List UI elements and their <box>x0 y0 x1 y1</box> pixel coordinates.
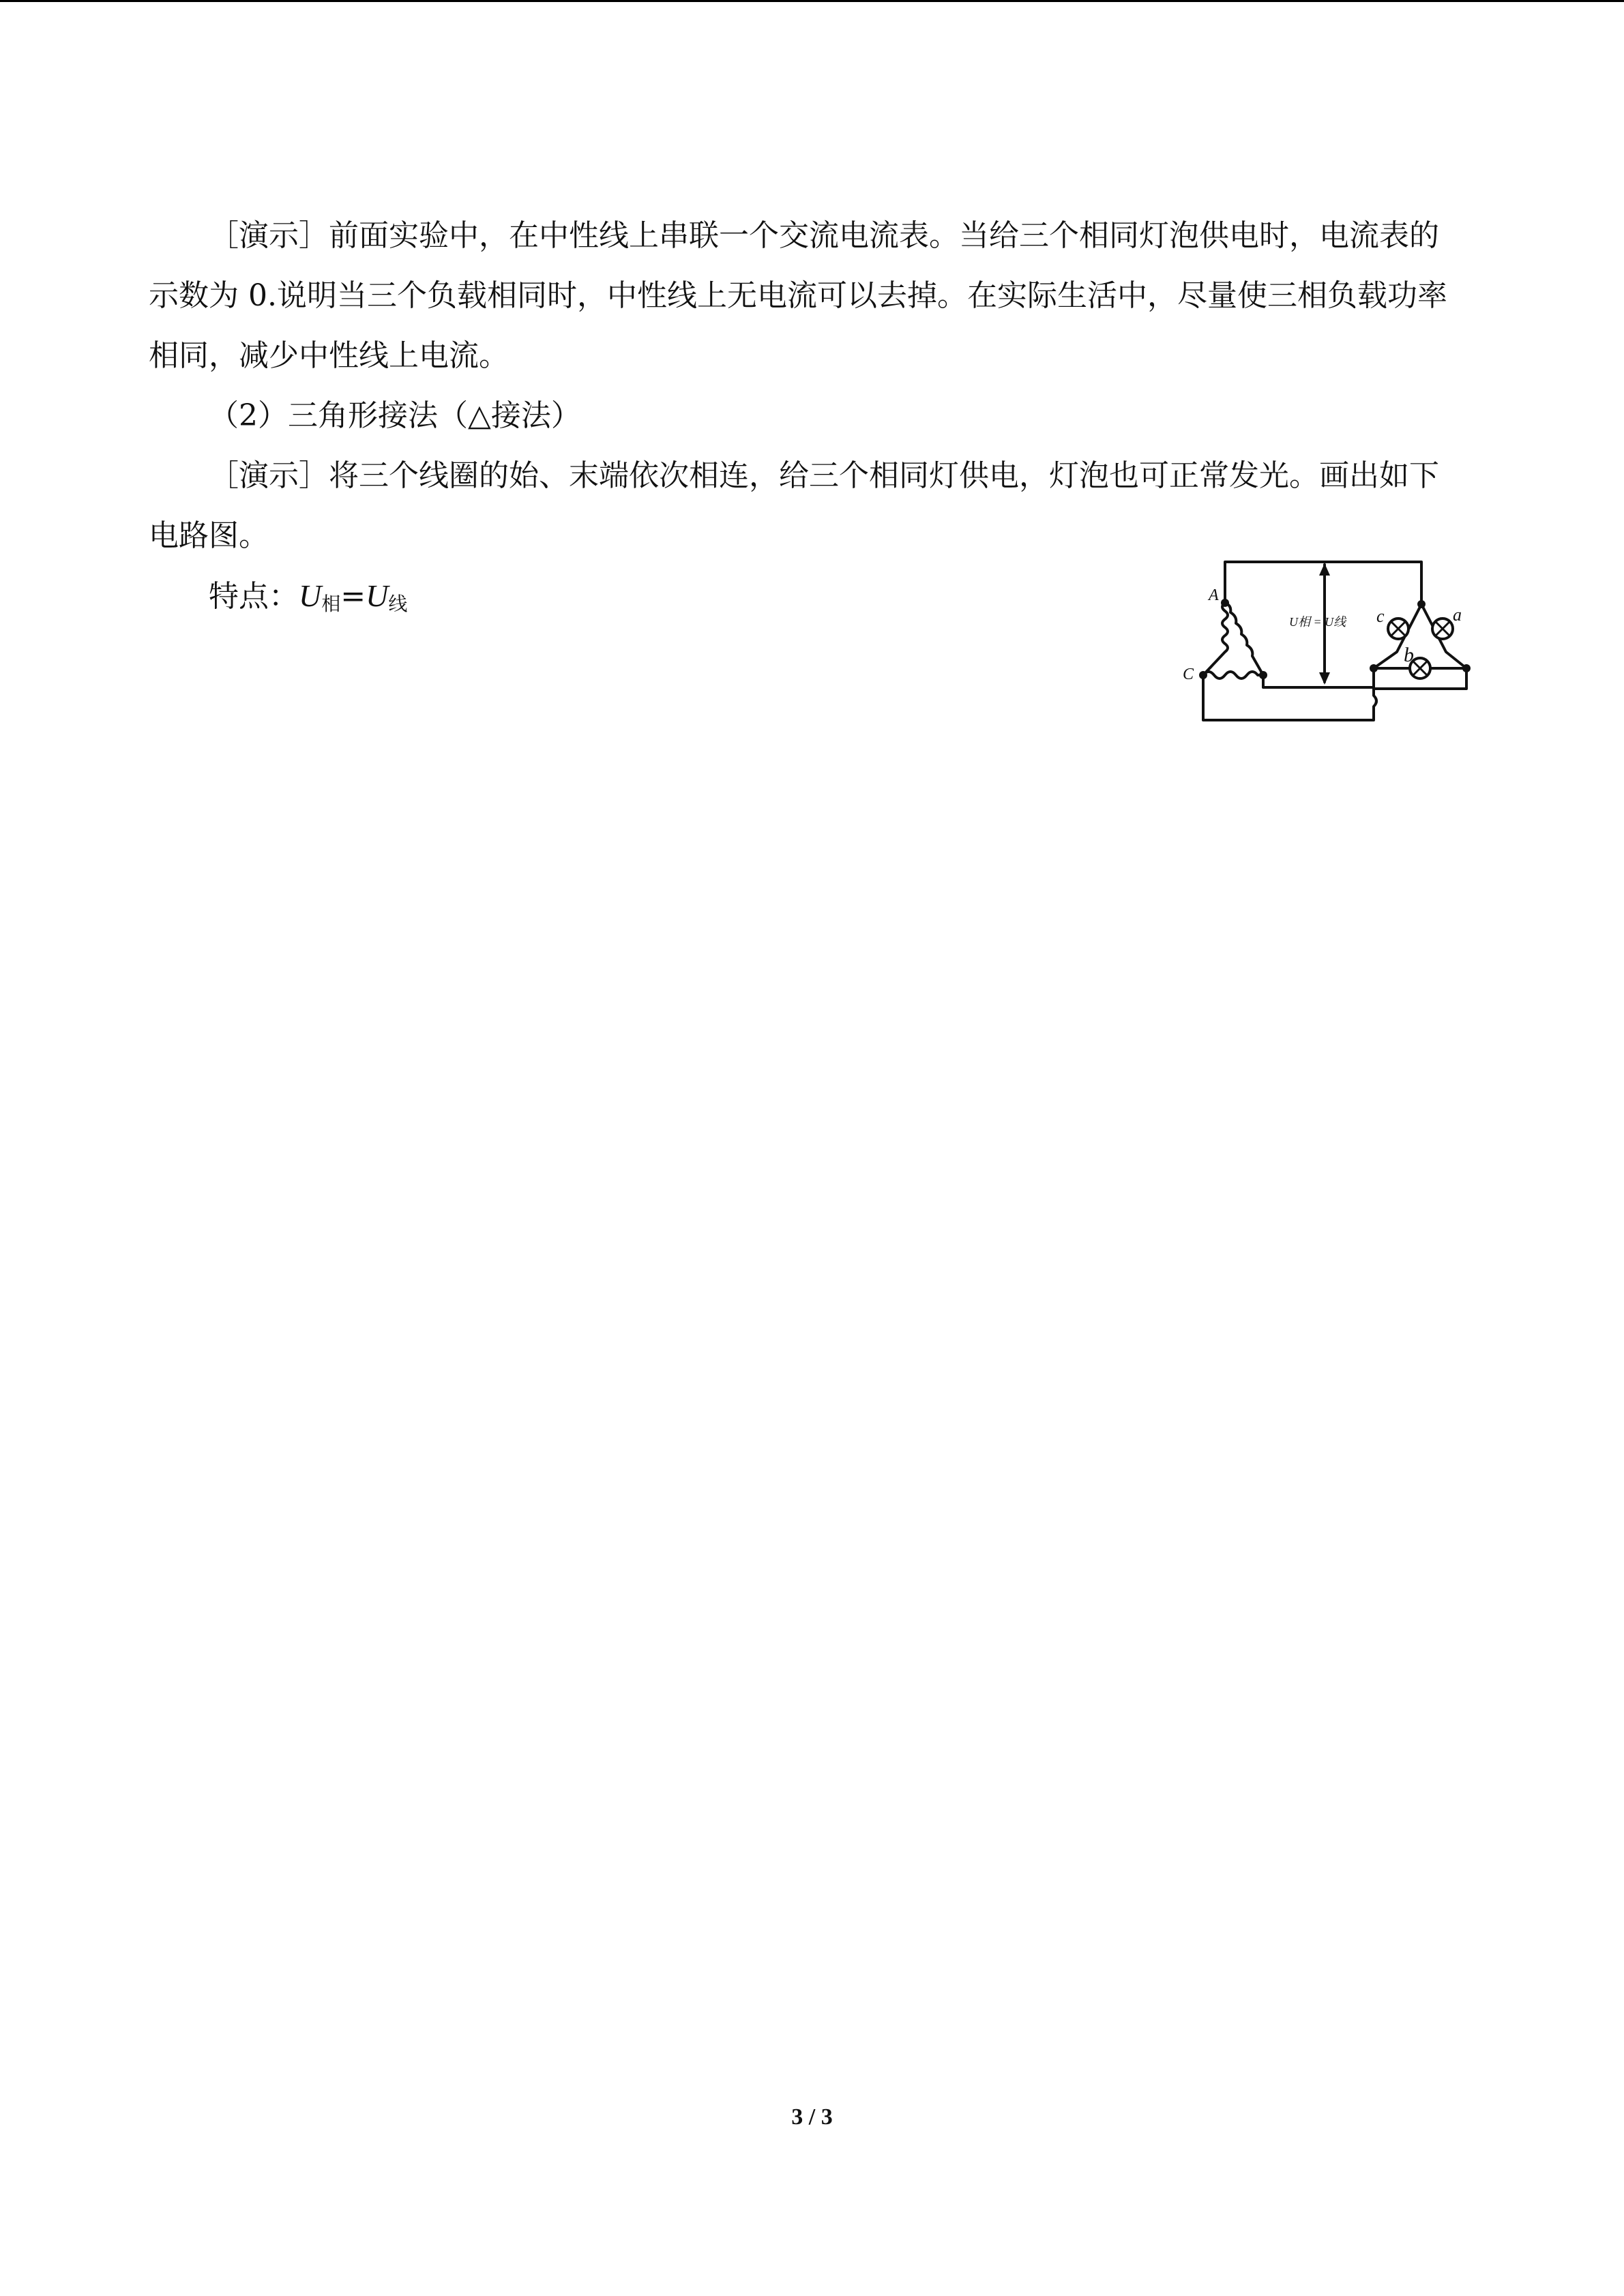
node-dot-load-top <box>1417 600 1426 608</box>
equals-sign: = <box>340 579 366 614</box>
node-dot-A <box>1221 599 1229 607</box>
voltage-label: U相 = U线 <box>1289 615 1346 629</box>
feature-label: 特点： <box>209 579 299 614</box>
paragraph-demo-neutral: ［演示］前面实验中，在中性线上串联一个交流电流表。当给三个相同灯泡供电时，电流表的示数为 0.说明当三个负载相同时，中性线上无电流可以去掉。在实际生活中，尽量使三相负载功率相同，减少中性线上电流。 <box>149 218 1447 373</box>
top-border-line <box>0 0 1624 2</box>
line-voltage-symbol: U <box>366 578 389 613</box>
node-dot-B <box>1259 671 1267 679</box>
load-label-b: b <box>1404 644 1414 666</box>
paragraph-demo-delta: ［演示］将三个线圈的始、末端依次相连，给三个相同灯供电，灯泡也可正常发光。画出如下电路图。 <box>149 458 1439 553</box>
load-label-c: c <box>1376 606 1385 626</box>
voltage-arrow-head-top <box>1319 563 1330 576</box>
line-subscript: 线 <box>388 593 408 615</box>
delta-circuit-diagram <box>1166 552 1480 730</box>
phase-voltage-symbol: U <box>299 578 322 613</box>
feature-formula <box>209 566 823 634</box>
line-wire-bottom <box>1203 675 1376 720</box>
load-label-a: a <box>1453 605 1462 625</box>
node-label-C: C <box>1183 666 1194 683</box>
generator-coil-bottom <box>1203 672 1263 679</box>
voltage-arrow-head-bottom <box>1319 672 1330 685</box>
node-dot-load-right <box>1462 664 1471 672</box>
generator-coil-right <box>1225 603 1263 675</box>
node-dot-C <box>1199 671 1207 679</box>
generator-coil-left <box>1203 603 1228 675</box>
phase-subscript: 相 <box>321 593 341 615</box>
page-number: 3 / 3 <box>791 2104 833 2130</box>
line-wire-middle <box>1263 668 1374 687</box>
paragraph-delta-heading: （2）三角形接法（△接法） <box>209 398 581 433</box>
node-label-A: A <box>1209 586 1219 604</box>
node-dot-load-left <box>1370 664 1378 672</box>
